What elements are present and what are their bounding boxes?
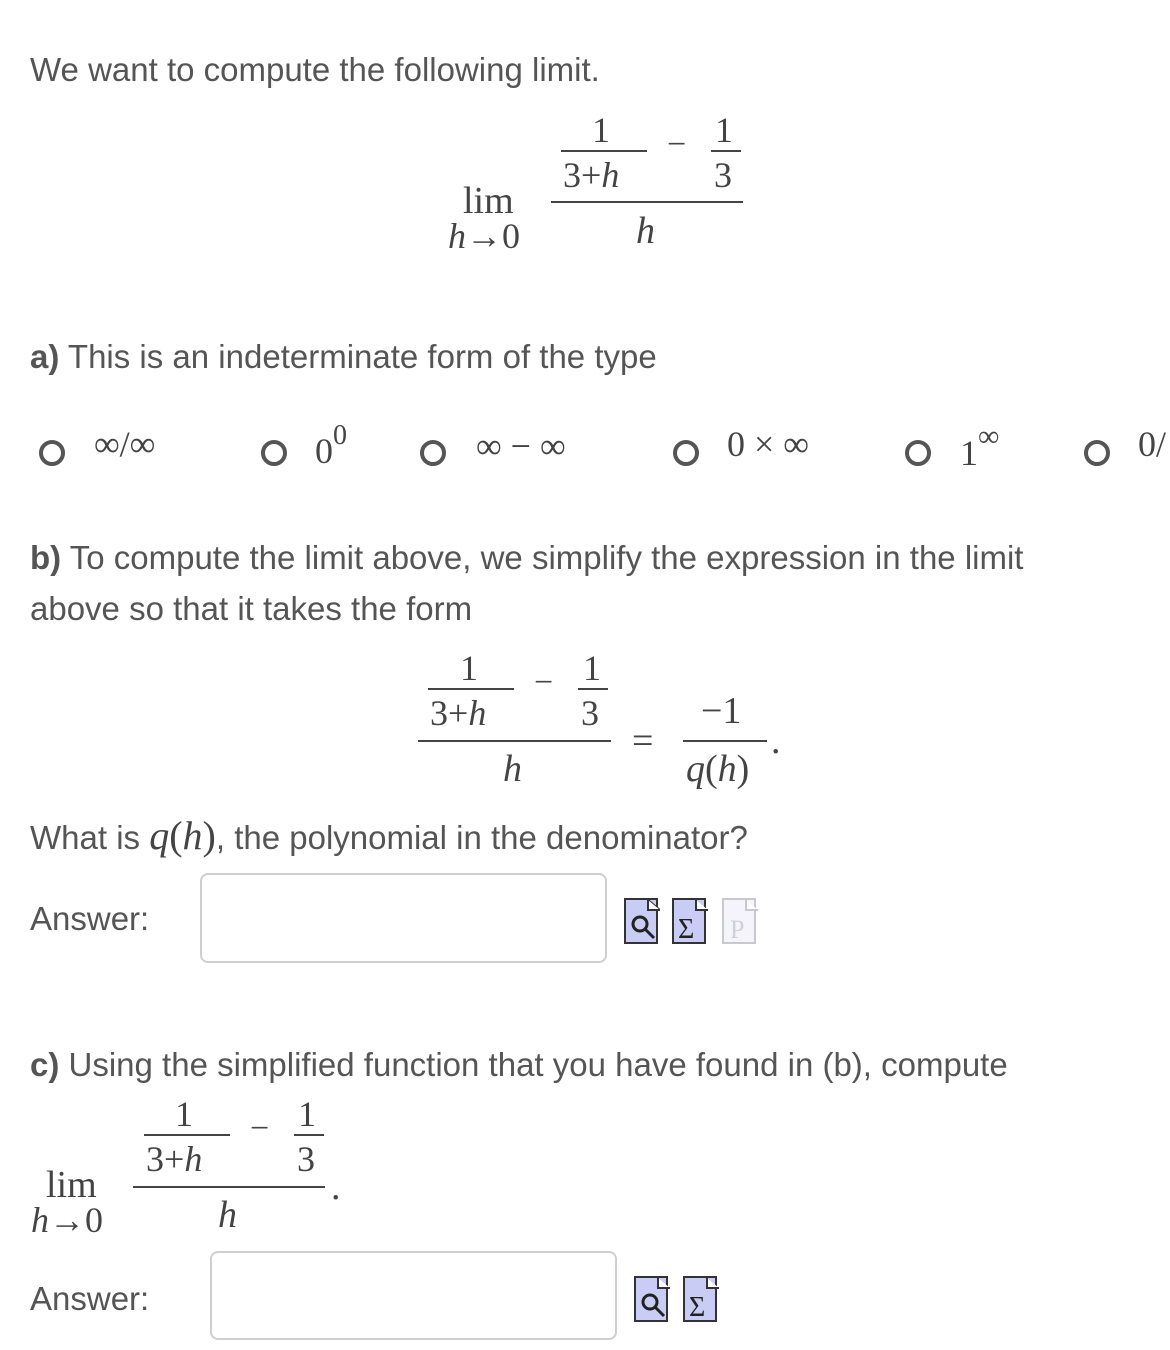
option-one-pow-inf-label: 1∞ <box>960 420 1000 473</box>
c-inner-den-2: 3 <box>297 1139 315 1179</box>
b-inner-den-1: 3+h <box>430 693 487 733</box>
c-inner-num-2: 1 <box>298 1094 316 1134</box>
intro-text: We want to compute the following limit. <box>30 51 600 88</box>
c-preview-icon[interactable] <box>634 1276 668 1322</box>
option-zero-over-label: 0/ <box>1138 424 1167 464</box>
inner-num-1: 1 <box>592 110 610 150</box>
part-b-prompt-line2: above so that it takes the form <box>30 590 473 627</box>
option-inf-minus-inf-label: ∞ − ∞ <box>476 426 566 466</box>
inner-den-2: 3 <box>714 155 732 195</box>
inner-num-2: 1 <box>715 110 733 150</box>
c-lim-text: lim <box>46 1164 97 1206</box>
b-minus-sign: − <box>534 664 554 701</box>
c-lim-subscript: h→0 <box>31 1200 103 1240</box>
b-inner-den-2: 3 <box>581 693 599 733</box>
c-equation-editor-icon[interactable] <box>683 1276 717 1322</box>
svg-text:P: P <box>730 915 745 944</box>
option-inf-over-inf-label: ∞/∞ <box>94 424 156 464</box>
b-inner-num-1: 1 <box>460 648 478 688</box>
c-inner-num-1: 1 <box>175 1094 193 1134</box>
c-inner-den-1: 3+h <box>146 1139 203 1179</box>
c-period: . <box>331 1166 341 1208</box>
rhs-numerator: −1 <box>701 690 742 732</box>
outer-den: h <box>636 210 655 252</box>
rhs-denominator: q(h) <box>686 748 750 790</box>
equals-sign: = <box>632 720 654 762</box>
b-outer-den: h <box>503 748 522 790</box>
minus-sign: − <box>667 126 687 163</box>
lim-text: lim <box>463 180 514 222</box>
inner-den-1: 3+h <box>563 155 620 195</box>
b-period: . <box>771 720 781 762</box>
part-b-answer-label: Answer: <box>30 900 150 937</box>
part-c-answer-input[interactable] <box>210 1251 617 1340</box>
svg-text:Σ: Σ <box>689 1292 706 1323</box>
part-c-answer-label: Answer: <box>30 1280 150 1317</box>
lim-subscript: h→0 <box>448 216 520 256</box>
c-minus-sign: − <box>250 1110 270 1147</box>
part-b-prompt-line1: b) To compute the limit above, we simplify the expression in the limit <box>30 539 1024 576</box>
option-zero-times-inf-label: 0 × ∞ <box>727 424 809 464</box>
option-zero-pow-zero-label: $0^0$ <box>315 420 347 471</box>
b-inner-num-2: 1 <box>583 648 601 688</box>
part-b-question: What is q(h), the polynomial in the denominator? <box>30 813 748 858</box>
c-outer-den: h <box>218 1194 237 1236</box>
part-a-prompt: a) This is an indeterminate form of the type <box>30 338 657 375</box>
part-c-prompt: c) Using the simplified function that you have found in (b), compute <box>30 1046 1008 1083</box>
svg-text:Σ: Σ <box>678 914 695 945</box>
